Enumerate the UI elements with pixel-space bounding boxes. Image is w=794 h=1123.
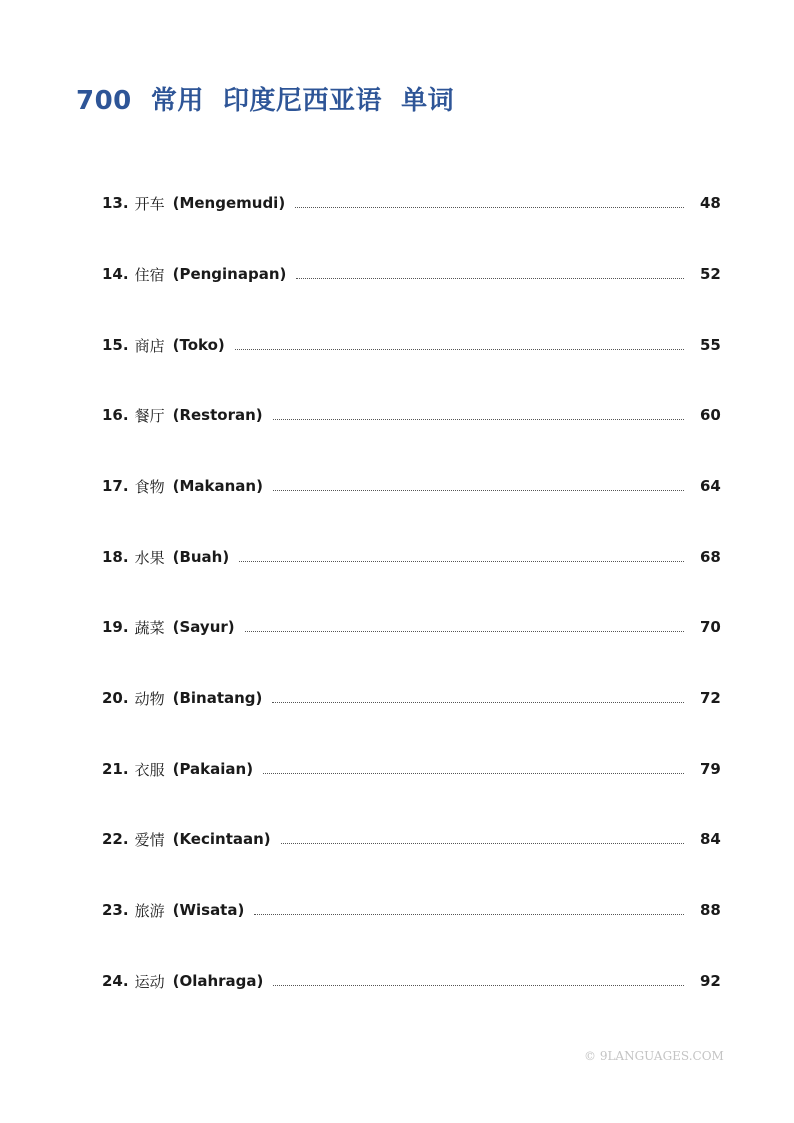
toc-entry-chinese-title: 水果 <box>134 548 165 567</box>
toc-entry-chinese-title: 住宿 <box>134 265 165 284</box>
dot-leader <box>245 631 684 632</box>
toc-entry-chinese-title: 蔬菜 <box>134 618 165 637</box>
toc-entry-indonesian-title: (Restoran) <box>172 406 263 424</box>
toc-entry-number: 21. <box>102 760 129 778</box>
toc-entry-chinese-title: 衣服 <box>134 760 165 779</box>
toc-entry-page-number: 70 <box>700 618 721 636</box>
toc-entry-chinese-title: 商店 <box>134 336 165 355</box>
toc-entry-chinese-title: 运动 <box>134 972 165 991</box>
dot-leader <box>239 561 684 562</box>
toc-entry-number: 14. <box>102 265 129 283</box>
toc-entry-page-number: 79 <box>700 760 721 778</box>
toc-entry-number: 24. <box>102 972 129 990</box>
toc-entry[interactable] <box>102 334 720 356</box>
toc-entry-page-number: 55 <box>700 336 721 354</box>
dot-leader <box>254 914 684 915</box>
toc-entry-page-number: 60 <box>700 406 721 424</box>
dot-leader <box>273 985 684 986</box>
dot-leader <box>263 773 684 774</box>
toc-entry-page-number: 68 <box>700 548 721 566</box>
toc-entry-indonesian-title: (Penginapan) <box>172 265 287 283</box>
toc-entry[interactable] <box>102 192 720 214</box>
toc-entry[interactable] <box>102 475 720 497</box>
toc-entry-indonesian-title: (Olahraga) <box>172 972 264 990</box>
toc-entry[interactable] <box>102 828 720 850</box>
toc-entry-number: 17. <box>102 477 129 495</box>
toc-entry-number: 13. <box>102 194 129 212</box>
toc-entry-number: 23. <box>102 901 129 919</box>
toc-entry-indonesian-title: (Makanan) <box>172 477 263 495</box>
toc-entry-number: 20. <box>102 689 129 707</box>
toc-entry[interactable] <box>102 687 720 709</box>
toc-entry[interactable] <box>102 404 720 426</box>
toc-entry-chinese-title: 开车 <box>134 194 165 213</box>
toc-entry-indonesian-title: (Wisata) <box>172 901 245 919</box>
toc-entry-page-number: 52 <box>700 265 721 283</box>
toc-entry-number: 18. <box>102 548 129 566</box>
toc-entry[interactable] <box>102 616 720 638</box>
toc-entry-indonesian-title: (Toko) <box>172 336 225 354</box>
toc-entry-number: 16. <box>102 406 129 424</box>
toc-entry-page-number: 64 <box>700 477 721 495</box>
toc-entry-number: 22. <box>102 830 129 848</box>
toc-entry[interactable] <box>102 970 720 992</box>
toc-entry-indonesian-title: (Buah) <box>172 548 230 566</box>
toc-entry[interactable] <box>102 899 720 921</box>
copyright-watermark: © 9LANGUAGES.COM <box>584 1049 724 1063</box>
toc-entry-number: 19. <box>102 618 129 636</box>
dot-leader <box>281 843 684 844</box>
toc-entry-indonesian-title: (Sayur) <box>172 618 235 636</box>
toc-entry-indonesian-title: (Pakaian) <box>172 760 254 778</box>
toc-entry-page-number: 88 <box>700 901 721 919</box>
toc-entry-number: 15. <box>102 336 129 354</box>
toc-entry-chinese-title: 餐厅 <box>134 406 165 425</box>
toc-entry-chinese-title: 爱情 <box>134 830 165 849</box>
dot-leader <box>295 207 684 208</box>
toc-entry[interactable] <box>102 263 720 285</box>
toc-entry-indonesian-title: (Binatang) <box>172 689 263 707</box>
toc-entry-page-number: 48 <box>700 194 721 212</box>
page-title: 700 常用 印度尼西亚语 单词 <box>76 86 455 116</box>
dot-leader <box>273 419 684 420</box>
dot-leader <box>235 349 684 350</box>
dot-leader <box>272 702 684 703</box>
toc-entry-chinese-title: 旅游 <box>134 901 165 920</box>
toc-entry-indonesian-title: (Kecintaan) <box>172 830 271 848</box>
dot-leader <box>273 490 684 491</box>
toc-entry[interactable] <box>102 546 720 568</box>
toc-entry-page-number: 84 <box>700 830 721 848</box>
toc-entry[interactable] <box>102 758 720 780</box>
toc-entry-chinese-title: 动物 <box>134 689 165 708</box>
dot-leader <box>296 278 684 279</box>
toc-entry-page-number: 72 <box>700 689 721 707</box>
toc-entry-chinese-title: 食物 <box>134 477 165 496</box>
toc-entry-indonesian-title: (Mengemudi) <box>172 194 286 212</box>
toc-entry-page-number: 92 <box>700 972 721 990</box>
